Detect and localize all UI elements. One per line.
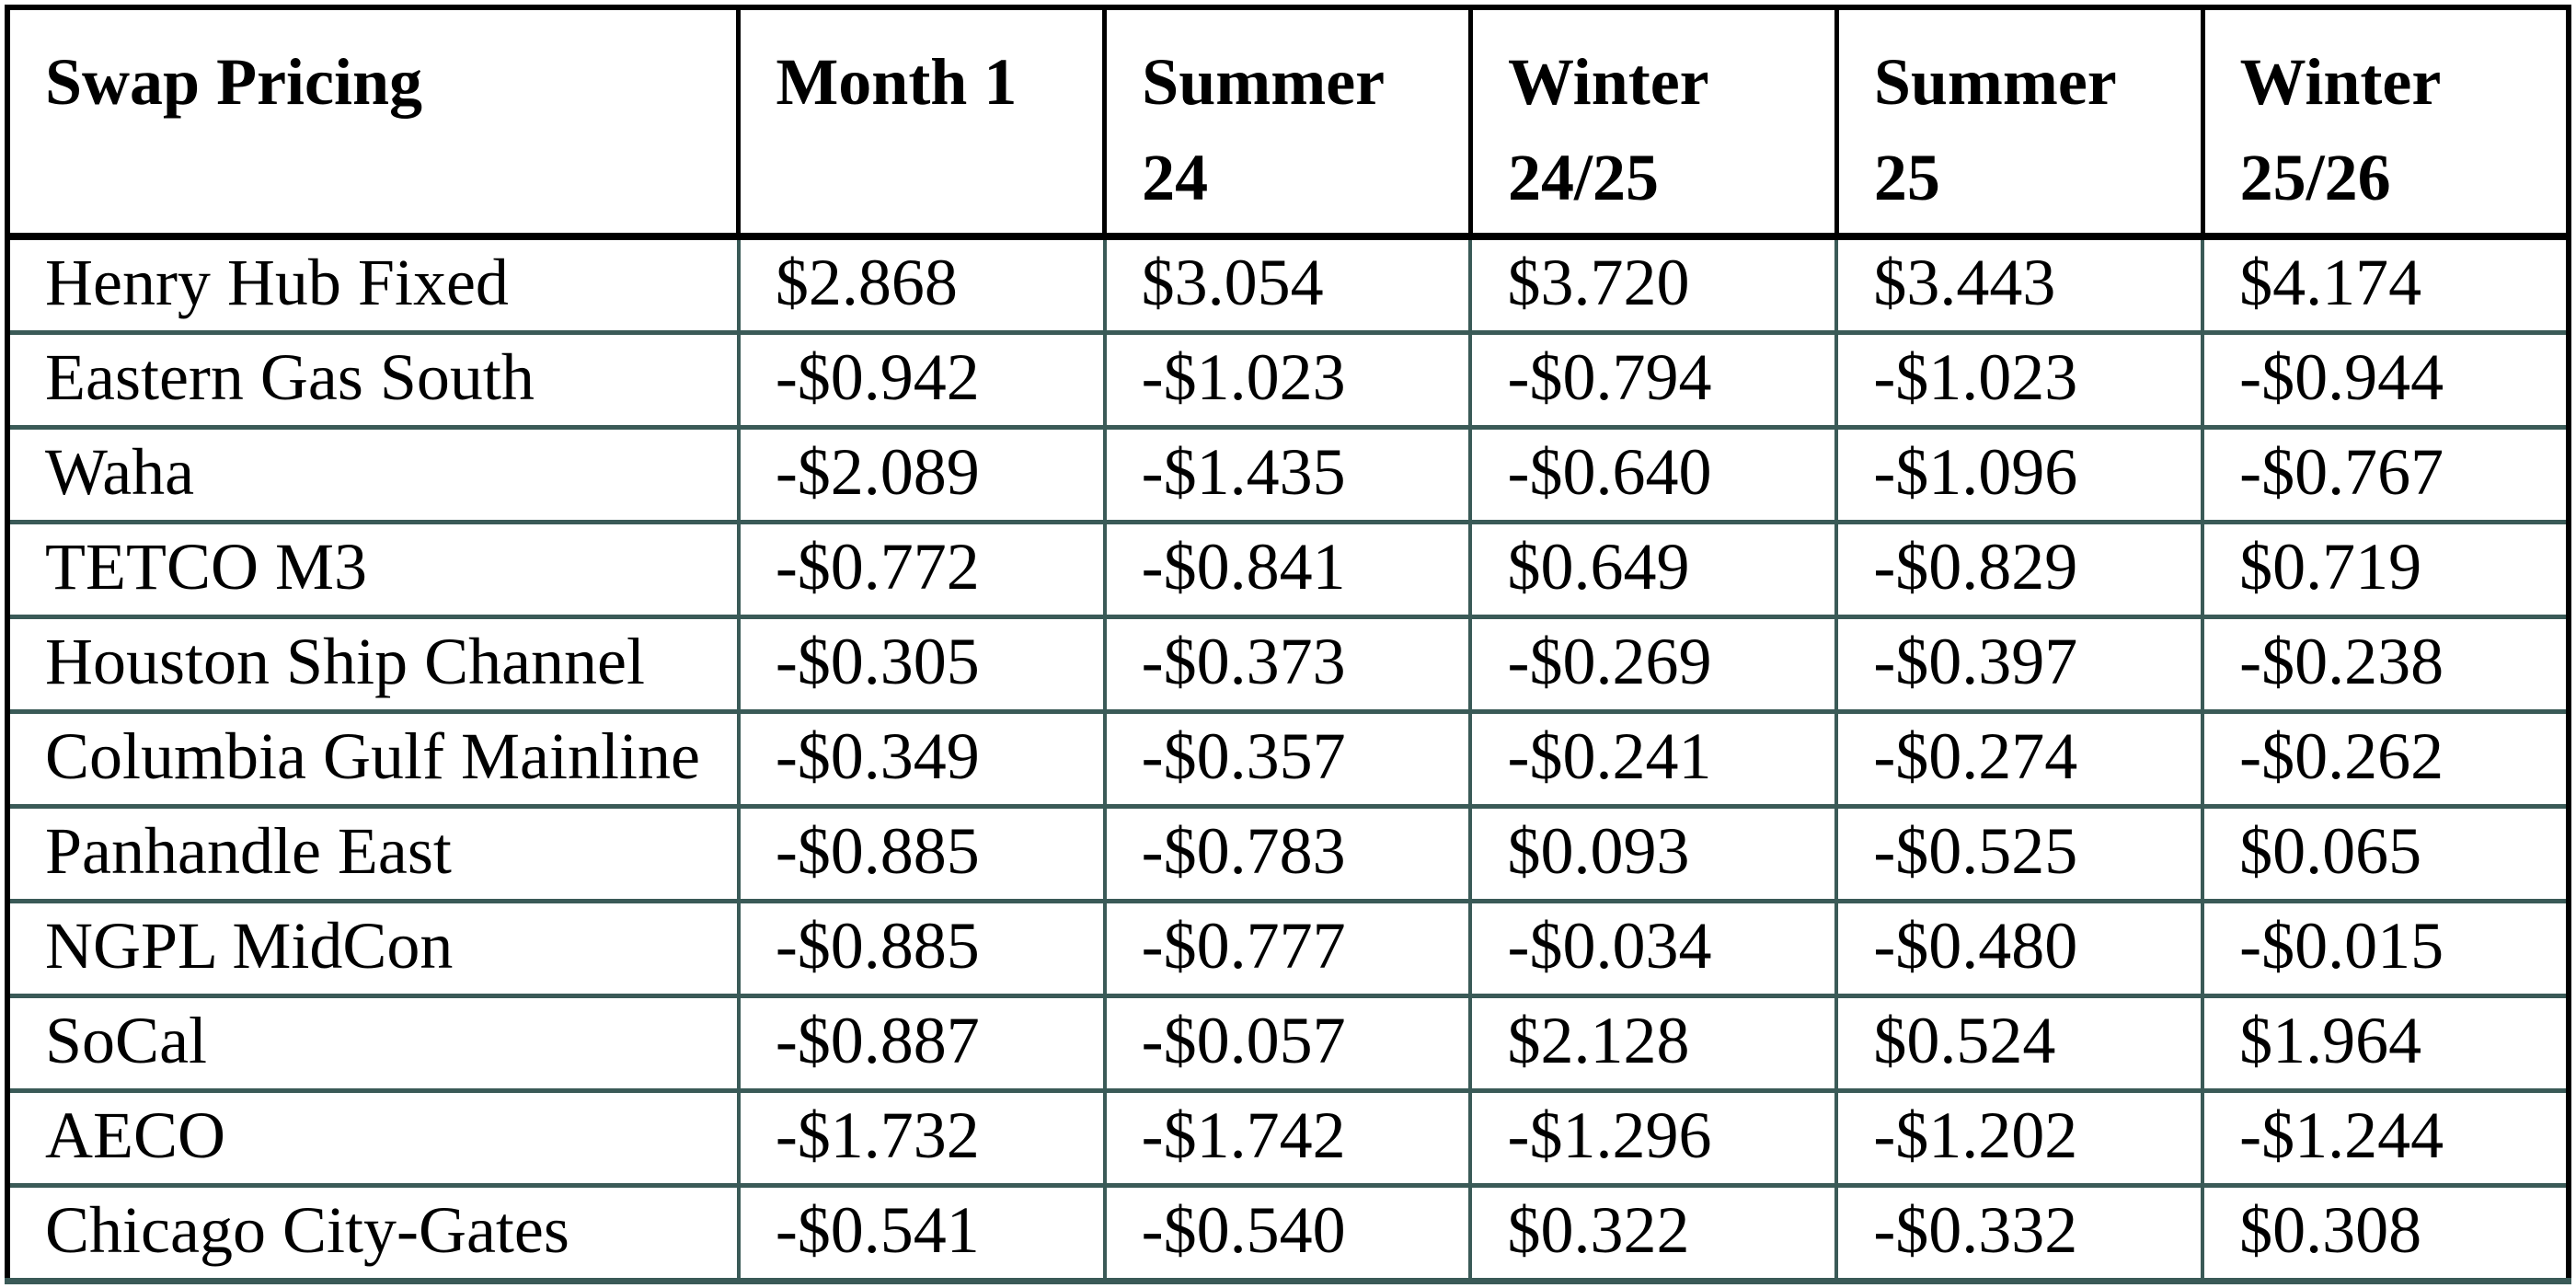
price-cell: -$1.202 (1836, 1091, 2202, 1186)
price-cell: -$0.887 (739, 996, 1105, 1091)
price-cell: -$1.435 (1105, 428, 1471, 523)
price-cell: -$0.640 (1470, 428, 1836, 523)
price-cell: $0.719 (2202, 523, 2569, 617)
table-row (7, 996, 2569, 1091)
table-row (7, 807, 2569, 902)
price-cell: $2.128 (1470, 996, 1836, 1091)
row-label-cell: Houston Ship Channel (7, 617, 739, 712)
row-label-cell: Eastern Gas South (7, 333, 739, 428)
table-row (7, 523, 2569, 617)
column-header-winter-24-25: Winter 24/25 (1470, 7, 1836, 236)
table-row (7, 236, 2569, 333)
price-cell: -$0.783 (1105, 807, 1471, 902)
price-cell: -$0.540 (1105, 1186, 1471, 1282)
table-row (7, 712, 2569, 807)
price-cell: -$0.034 (1470, 902, 1836, 996)
table-row (7, 333, 2569, 428)
price-cell: -$1.023 (1105, 333, 1471, 428)
price-cell: -$0.274 (1836, 712, 2202, 807)
row-label-cell: Henry Hub Fixed (7, 236, 739, 333)
price-cell: -$0.015 (2202, 902, 2569, 996)
price-cell: -$0.777 (1105, 902, 1471, 996)
header-row (7, 7, 2569, 236)
price-cell: -$0.057 (1105, 996, 1471, 1091)
swap-pricing-table (5, 5, 2571, 1284)
price-cell: -$0.349 (739, 712, 1105, 807)
price-cell: -$1.244 (2202, 1091, 2569, 1186)
price-cell: -$0.885 (739, 902, 1105, 996)
price-cell: -$1.742 (1105, 1091, 1471, 1186)
price-cell: -$1.023 (1836, 333, 2202, 428)
price-cell: -$0.269 (1470, 617, 1836, 712)
row-label-cell: NGPL MidCon (7, 902, 739, 996)
price-cell: -$2.089 (739, 428, 1105, 523)
column-header-summer-24: Summer 24 (1105, 7, 1471, 236)
price-cell: $0.649 (1470, 523, 1836, 617)
price-cell: -$0.480 (1836, 902, 2202, 996)
price-cell: -$0.373 (1105, 617, 1471, 712)
price-cell: -$0.767 (2202, 428, 2569, 523)
row-label-cell: Waha (7, 428, 739, 523)
column-header-summer-25: Summer 25 (1836, 7, 2202, 236)
price-cell: $0.308 (2202, 1186, 2569, 1282)
price-cell: -$0.772 (739, 523, 1105, 617)
column-header-winter-25-26: Winter 25/26 (2202, 7, 2569, 236)
price-cell: $3.443 (1836, 236, 2202, 333)
price-cell: -$0.262 (2202, 712, 2569, 807)
price-cell: -$0.794 (1470, 333, 1836, 428)
row-label-cell: TETCO M3 (7, 523, 739, 617)
price-cell: -$0.541 (739, 1186, 1105, 1282)
price-cell: -$0.829 (1836, 523, 2202, 617)
price-cell: -$1.296 (1470, 1091, 1836, 1186)
price-cell: -$0.357 (1105, 712, 1471, 807)
price-cell: -$0.944 (2202, 333, 2569, 428)
table-row (7, 428, 2569, 523)
price-cell: $3.720 (1470, 236, 1836, 333)
price-cell: $4.174 (2202, 236, 2569, 333)
price-cell: -$0.238 (2202, 617, 2569, 712)
table-title-cell: Swap Pricing (7, 7, 739, 236)
price-cell: -$0.332 (1836, 1186, 2202, 1282)
price-cell: $0.524 (1836, 996, 2202, 1091)
table-row (7, 902, 2569, 996)
row-label-cell: Chicago City-Gates (7, 1186, 739, 1282)
price-cell: $0.322 (1470, 1186, 1836, 1282)
price-cell: -$0.885 (739, 807, 1105, 902)
price-cell: -$0.942 (739, 333, 1105, 428)
table-row (7, 1091, 2569, 1186)
price-cell: -$0.841 (1105, 523, 1471, 617)
price-cell: -$0.305 (739, 617, 1105, 712)
price-cell: $0.093 (1470, 807, 1836, 902)
price-cell: -$0.525 (1836, 807, 2202, 902)
price-cell: -$1.732 (739, 1091, 1105, 1186)
price-cell: $1.964 (2202, 996, 2569, 1091)
price-cell: -$0.397 (1836, 617, 2202, 712)
table-row (7, 1186, 2569, 1282)
row-label-cell: AECO (7, 1091, 739, 1186)
column-header-month-1: Month 1 (739, 7, 1105, 236)
row-label-cell: Columbia Gulf Mainline (7, 712, 739, 807)
price-cell: $3.054 (1105, 236, 1471, 333)
price-cell: $0.065 (2202, 807, 2569, 902)
price-cell: $2.868 (739, 236, 1105, 333)
row-label-cell: Panhandle East (7, 807, 739, 902)
row-label-cell: SoCal (7, 996, 739, 1091)
price-cell: -$1.096 (1836, 428, 2202, 523)
table-row (7, 617, 2569, 712)
price-cell: -$0.241 (1470, 712, 1836, 807)
